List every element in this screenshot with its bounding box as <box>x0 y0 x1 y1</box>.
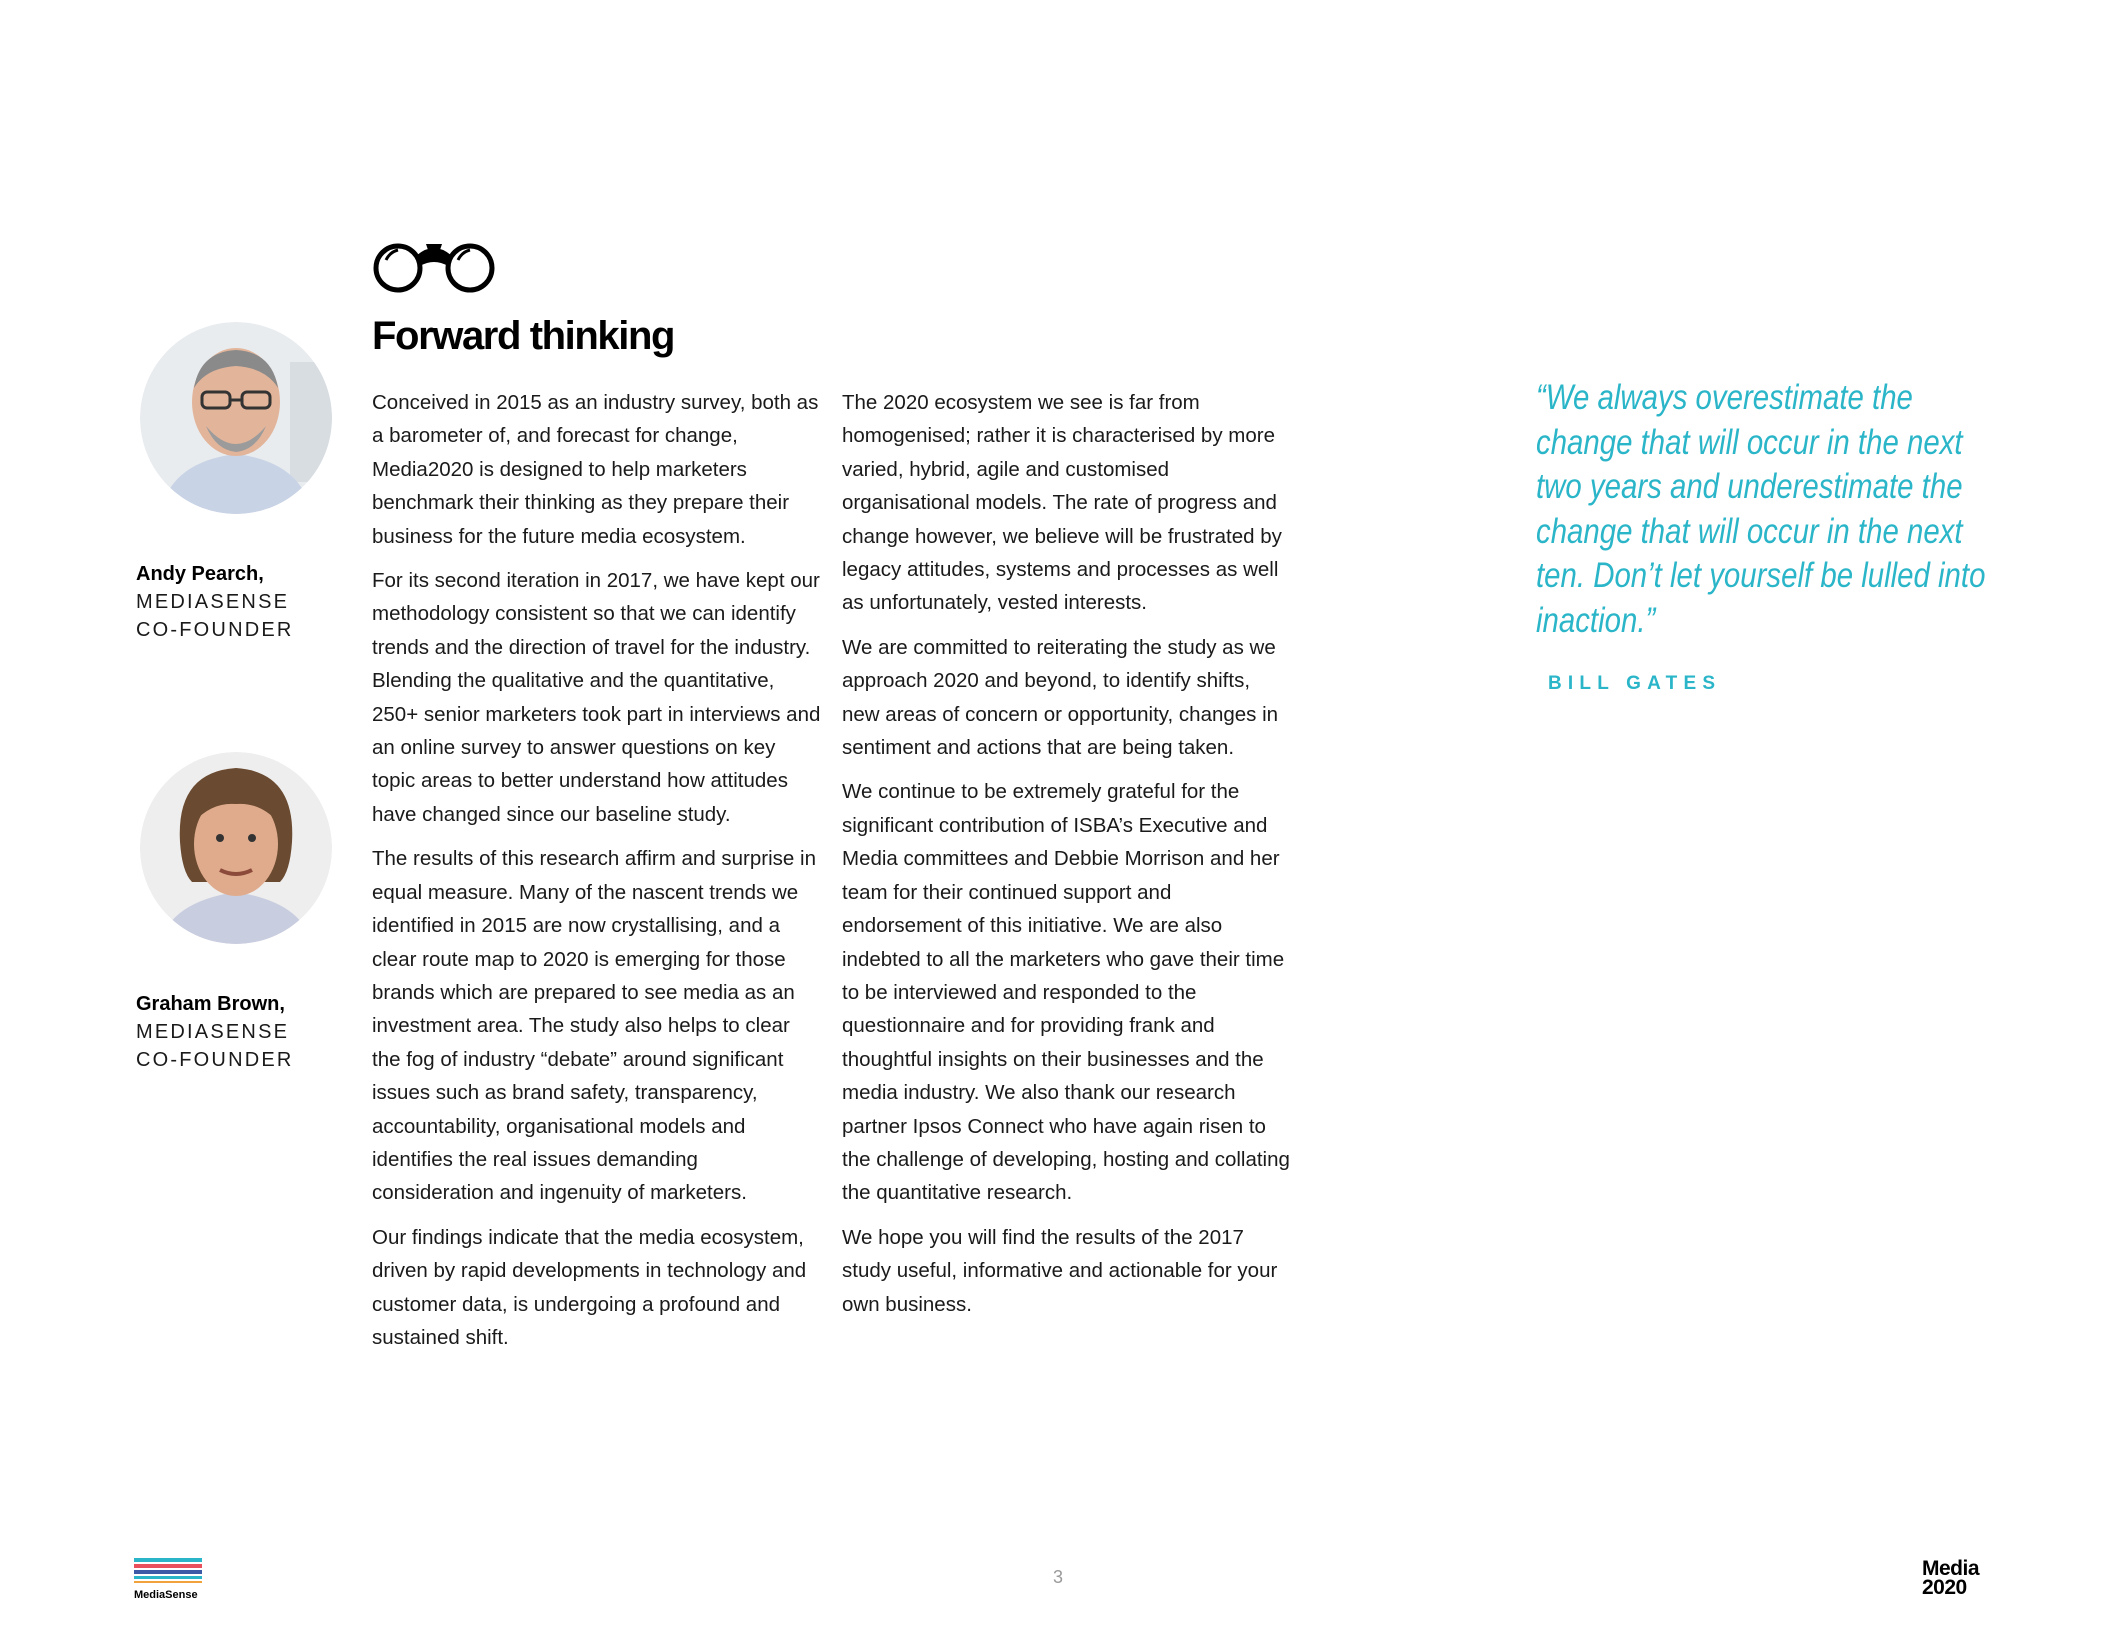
person-caption-graham-brown <box>136 990 356 1074</box>
pull-quote: “We always overestimate the change that will occur in the next two years and underestimate the change that will occur in the next ten. Don’t let yourself be lulled into inaction.” <box>1536 378 1986 640</box>
media2020-brand-mark <box>1922 1559 1979 1597</box>
paragraph: We are committed to reiterating the study as we approach 2020 and beyond, to identify shifts, new areas of concern or opportunity, changes in sentiment and actions that are being taken. <box>842 635 1279 760</box>
person-role: CO-FOUNDER <box>136 1049 294 1071</box>
person-role: CO-FOUNDER <box>136 619 294 641</box>
paragraph: The 2020 ecosystem we see is far from homogenised; rather it is characterised by more varied, hybrid, agile and customised organisational models. The rate of progress and change however, we believe will be frustrated by legacy attitudes, systems and processes as well as unfortunately, vested interests. <box>842 391 1282 615</box>
paragraph: We hope you will find the results of the 2017 study useful, informative and actionable for your own business. <box>842 1225 1278 1316</box>
avatar-graham-brown <box>140 752 332 944</box>
body-column-left <box>372 386 822 1365</box>
brand-line: Media <box>1922 1557 1980 1580</box>
body-column-right <box>842 386 1292 1332</box>
paragraph: Conceived in 2015 as an industry survey, both as a barometer of, and forecast for change, Media2020 is designed to help marketers benchmark their thinking as they prepare their business for the future media ecosystem. <box>372 391 819 548</box>
quote-author: BILL GATES <box>1548 673 1722 694</box>
brand-line: 2020 <box>1922 1576 1967 1599</box>
paragraph: The results of this research affirm and surprise in equal measure. Many of the nascent trends we identified in 2015 are now crystallising, and a clear route map to 2020 is emerging for those brands which are prepared to see media as an investment area. The study also helps to clear the fog of industry “debate” around significant issues such as brand safety, transparency, accountability, organisational models and identifies the real issues demanding consideration and ingenuity of marketers. <box>372 847 816 1205</box>
paragraph: Our findings indicate that the media ecosystem, driven by rapid developments in technology and customer data, is undergoing a profound and sustained shift. <box>372 1225 807 1349</box>
page-number: 3 <box>1052 1567 1063 1587</box>
person-caption-andy-pearch <box>136 560 356 644</box>
person-name: Andy Pearch, <box>136 563 264 585</box>
paragraph: We continue to be extremely grateful for the significant contribution of ISBA’s Executive and Media committees and Debbie Morrison and her team for their continued support and endorsement of this initiative. We are also indebted to all the marketers who gave their time to be interviewed and responded to the questionnaire and for providing frank and thoughtful insights on their businesses and the media industry. We also thank our research partner Ipsos Connect who have again risen to the challenge of developing, hosting and collating the quantitative research. <box>842 780 1290 1205</box>
logo-text: MediaSense <box>134 1589 198 1600</box>
section-title: Forward thinking <box>372 314 675 358</box>
binoculars-icon <box>372 238 496 294</box>
paragraph: For its second iteration in 2017, we have kept our methodology consistent so that we can identify trends and the direction of travel for the industry. Blending the qualitative and the quantitative, 250+ senior marketers took part in interviews and an online survey to answer questions on key topic areas to better understand how attitudes have changed since our baseline study. <box>372 569 821 826</box>
person-name: Graham Brown, <box>136 993 285 1015</box>
person-role: MEDIASENSE <box>136 591 290 613</box>
person-role: MEDIASENSE <box>136 1021 290 1043</box>
mediasense-logo <box>134 1558 208 1600</box>
avatar-andy-pearch <box>140 322 332 514</box>
